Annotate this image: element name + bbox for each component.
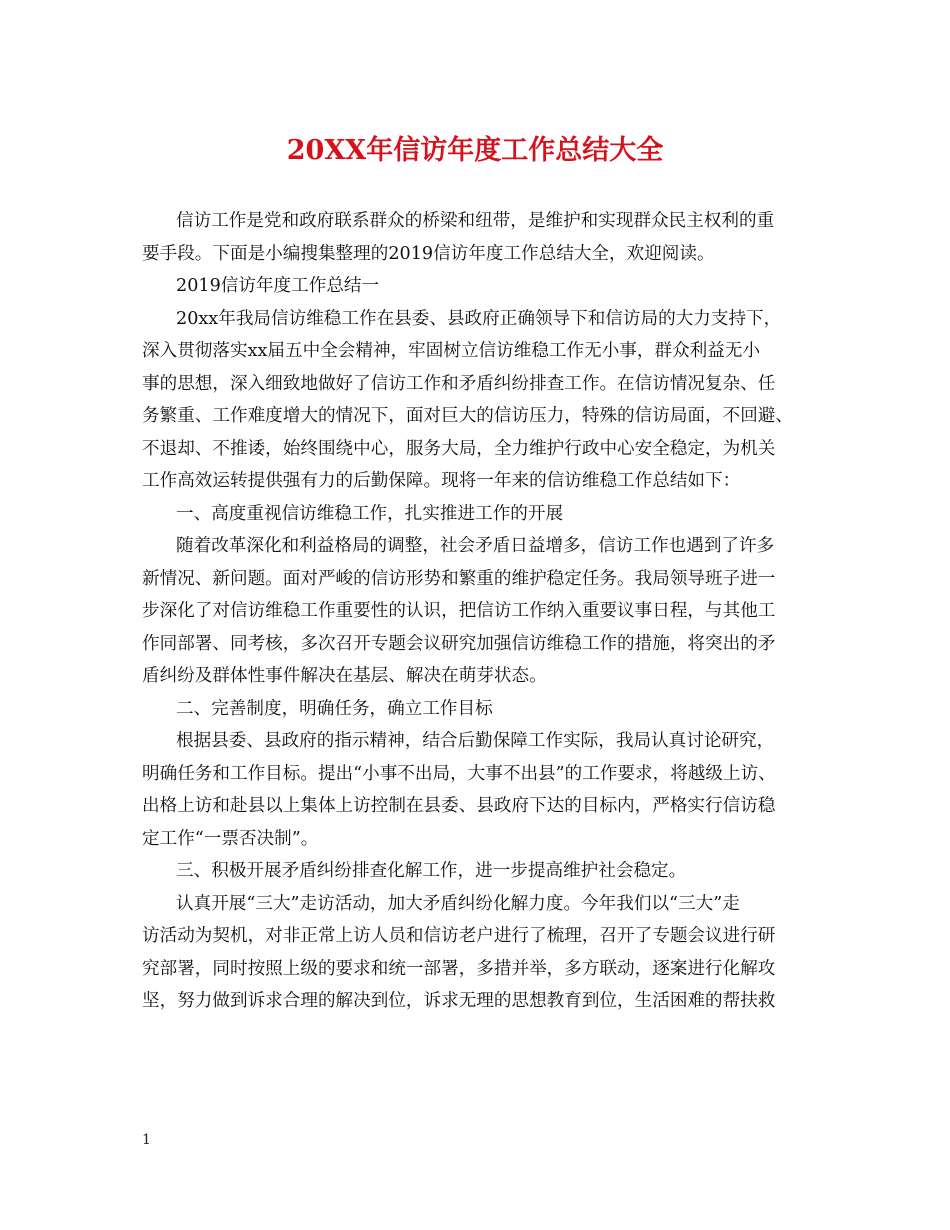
body-line: 工作高效运转提供强有力的后勤保障。现将一年来的信访维稳工作总结如下： <box>142 471 741 491</box>
body-line: 事的思想，深入细致地做好了信访工作和矛盾纠纷排查工作。在信访情况复杂、任 <box>142 373 776 394</box>
body-line: 作同部署、同考核，多次召开专题会议研究加强信访维稳工作的措施，将突出的矛 <box>142 633 776 654</box>
body-line: 访活动为契机，对非正常上访人员和信访老户进行了梳理，召开了专题会议进行研 <box>142 926 776 946</box>
body-line: 深入贯彻落实xx届五中全会精神，牢固树立信访维稳工作无小事，群众利益无小 <box>142 341 761 361</box>
body-line: 二、完善制度，明确任务，确立工作目标 <box>176 698 493 719</box>
body-line: 究部署，同时按照上级的要求和统一部署，多措并举，多方联动，逐案进行化解攻 <box>142 958 776 979</box>
document-body <box>142 205 812 1018</box>
body-line: 随着改革深化和利益格局的调整，社会矛盾日益增多，信访工作也遇到了许多 <box>176 536 775 556</box>
body-line: 认真开展“三大”走访活动，加大矛盾纠纷化解力度。今年我们以“三大”走 <box>176 893 740 914</box>
document-title: 20XX年信访年度工作总结大全 <box>286 135 664 166</box>
page-number: 1 <box>142 1132 151 1148</box>
body-line: 盾纠纷及群体性事件解决在基层、解决在萌芽状态。 <box>142 666 547 686</box>
body-line: 根据县委、县政府的指示精神，结合后勤保障工作实际，我局认真讨论研究， <box>176 731 775 751</box>
body-line: 明确任务和工作目标。提出“小事不出局，大事不出县”的工作要求，将越级上访、 <box>142 763 776 784</box>
body-line: 步深化了对信访维稳工作重要性的认识，把信访工作纳入重要议事日程，与其他工 <box>142 601 776 621</box>
body-line: 要手段。下面是小编搜集整理的2019信访年度工作总结大全，欢迎阅读。 <box>142 243 715 264</box>
body-line: 一、高度重视信访维稳工作，扎实推进工作的开展 <box>176 503 564 524</box>
body-line: 2019信访年度工作总结一 <box>176 276 380 296</box>
body-line: 不退却、不推诿，始终围绕中心，服务大局，全力维护行政中心安全稳定，为机关 <box>142 438 776 459</box>
body-line: 新情况、新问题。面对严峻的信访形势和繁重的维护稳定任务。我局领导班子进一 <box>142 568 776 589</box>
body-line: 定工作“一票否决制”。 <box>142 828 319 849</box>
body-line: 坚，努力做到诉求合理的解决到位，诉求无理的思想教育到位，生活困难的帮扶救 <box>142 991 776 1011</box>
body-line: 三、积极开展矛盾纠纷排查化解工作，进一步提高维护社会稳定。 <box>176 861 687 881</box>
body-line: 出格上访和赴县以上集体上访控制在县委、县政府下达的目标内，严格实行信访稳 <box>142 796 776 816</box>
body-line: 务繁重、工作难度增大的情况下，面对巨大的信访压力，特殊的信访局面，不回避、 <box>142 406 793 426</box>
body-line: 信访工作是党和政府联系群众的桥梁和纽带，是维护和实现群众民主权利的重 <box>176 211 775 231</box>
body-line: 20xx年我局信访维稳工作在县委、县政府正确领导下和信访局的大力支持下， <box>176 308 782 329</box>
